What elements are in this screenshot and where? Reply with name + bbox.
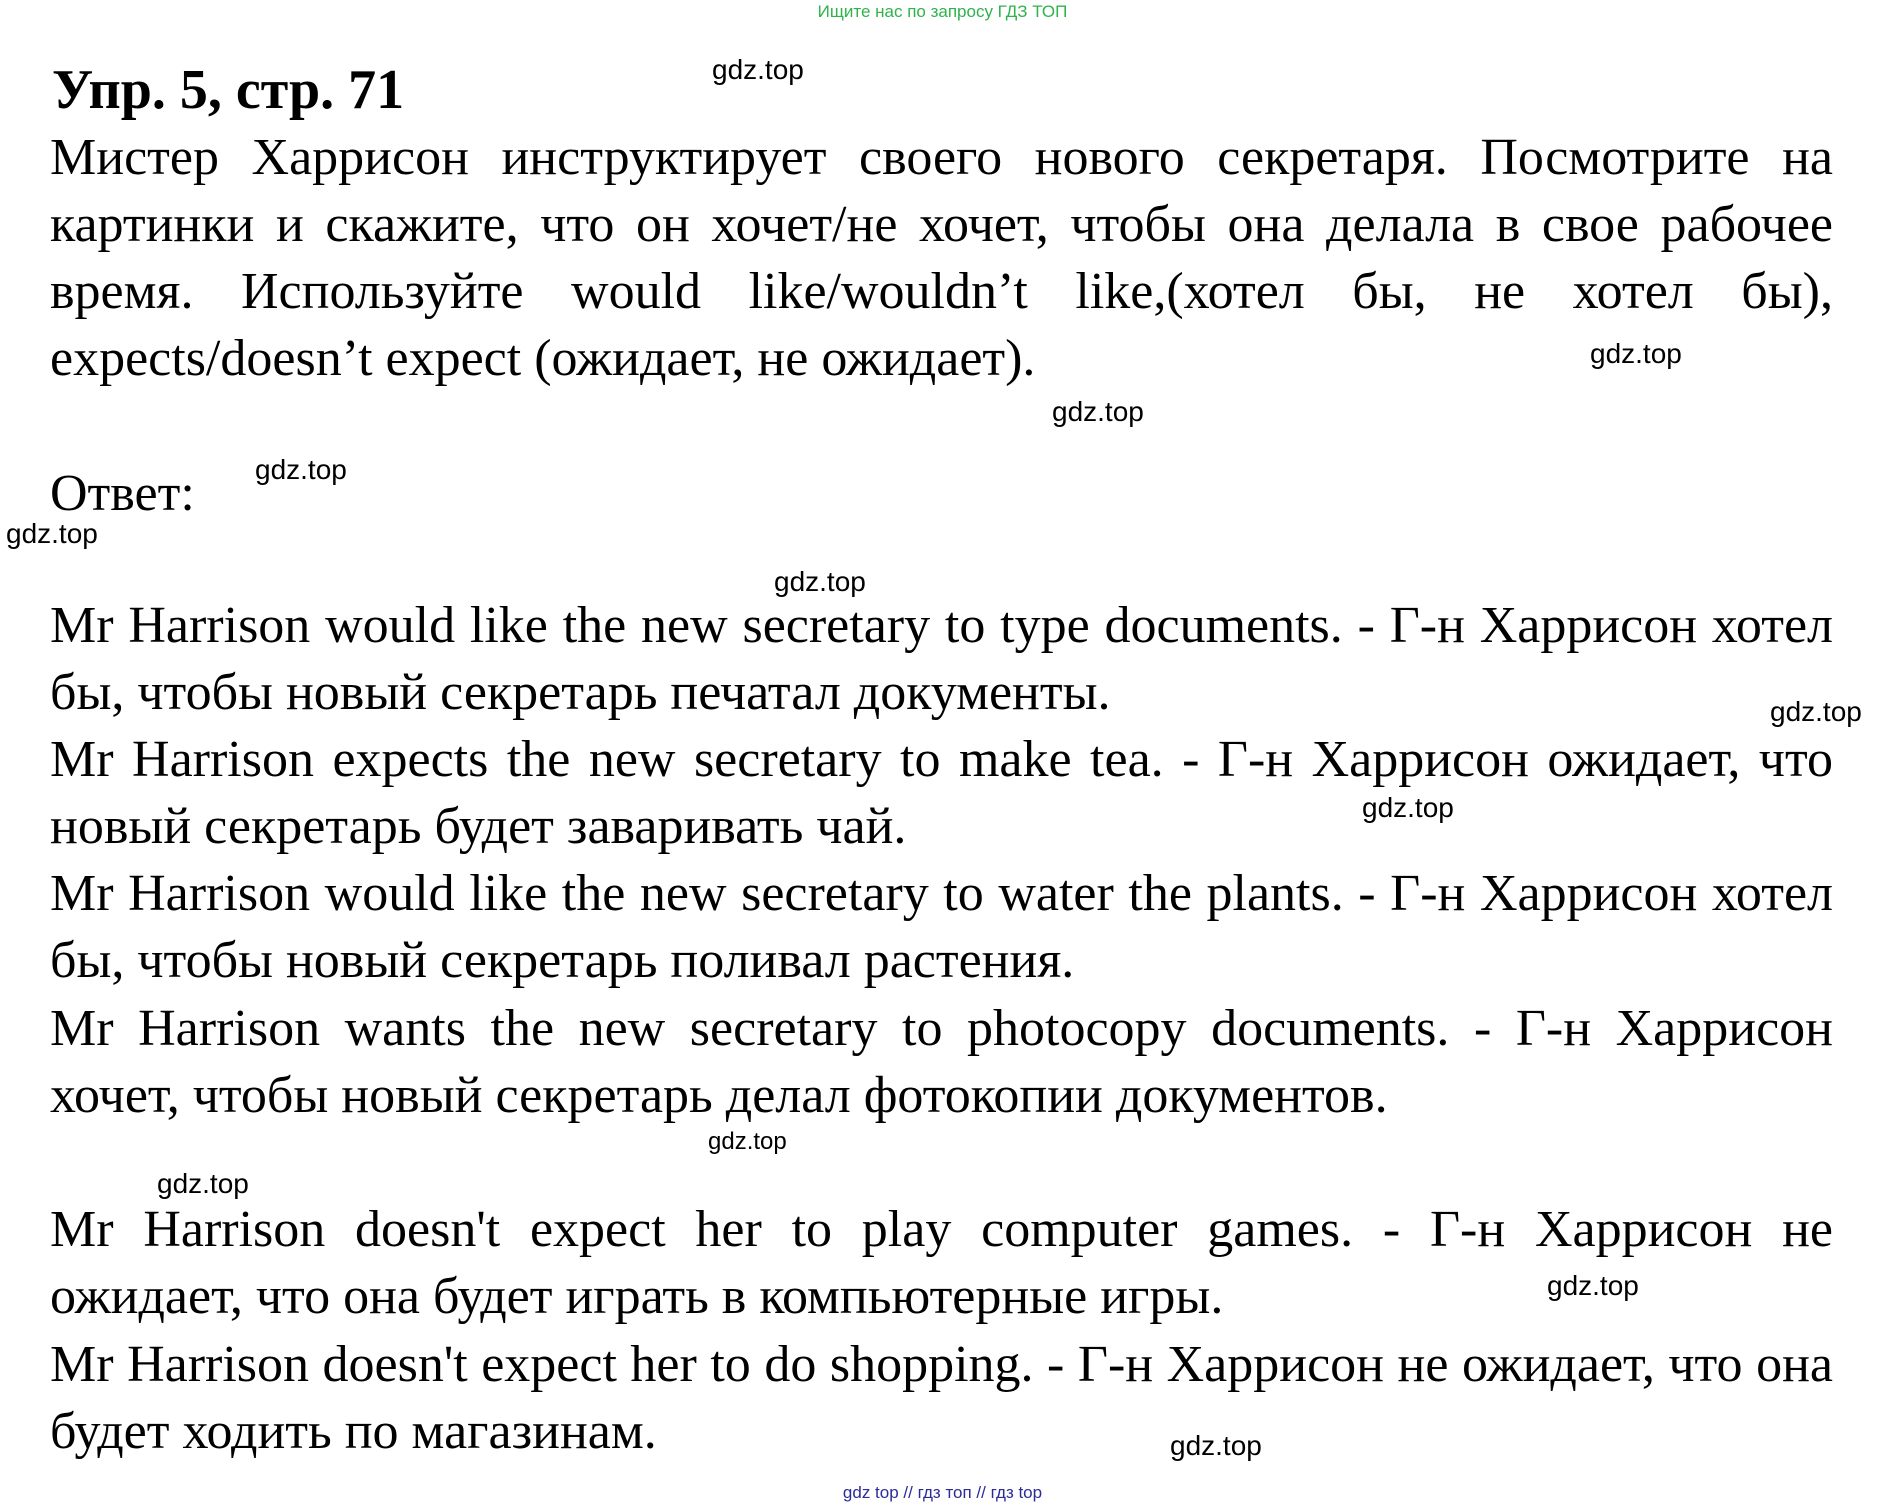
- watermark: gdz.top: [1547, 1270, 1639, 1301]
- watermark: gdz.top: [157, 1168, 249, 1199]
- answer-label: Ответ:: [50, 465, 195, 522]
- answer-paragraph: Mr Harrison expects the new secretary to make tea. - Г-н Харрисон ожидает, что новый секретарь будет заваривать чай.: [50, 731, 1833, 855]
- exercise-heading: Упр. 5, стр. 71: [52, 59, 405, 121]
- watermark: gdz.top: [1362, 792, 1454, 823]
- answer-paragraph: Mr Harrison wants the new secretary to photocopy documents. - Г-н Харрисон хочет, чтобы новый секретарь делал фотокопии документов.: [50, 1000, 1833, 1124]
- watermark: gdz.top: [6, 518, 98, 549]
- answer-paragraph: Mr Harrison would like the new secretary to water the plants. - Г-н Харрисон хотел бы, чтобы новый секретарь поливал растения.: [50, 865, 1833, 989]
- answer-paragraph: Mr Harrison doesn't expect her to play computer games. - Г-н Харрисон не ожидает, что она будет играть в компьютерные игры.: [50, 1201, 1833, 1325]
- watermark: gdz.top: [1590, 338, 1682, 369]
- watermark: gdz.top: [255, 454, 347, 485]
- answer-paragraph: Mr Harrison doesn't expect her to do shopping. - Г-н Харрисон не ожидает, что она будет ходить по магазинам.: [50, 1336, 1833, 1460]
- watermark: gdz.top: [708, 1128, 787, 1155]
- watermark: gdz.top: [1770, 696, 1862, 727]
- watermark: gdz.top: [1170, 1430, 1262, 1461]
- answer-paragraph: Mr Harrison would like the new secretary to type documents. - Г-н Харрисон хотел бы, чтобы новый секретарь печатал документы.: [50, 597, 1833, 721]
- task-text: Мистер Харрисон инструктирует своего нового секретаря. Посмотрите на картинки и скажите, что он хочет/не хочет, чтобы она делала в свое рабочее время. Используйте would like/wouldn’t like,(хотел бы, не хотел бы), expects/doesn’t expect (ожидает, не ожидает).: [50, 129, 1833, 387]
- footer-watermark: gdz top // гдз топ // гдз top: [842, 1483, 1043, 1502]
- watermark: gdz.top: [712, 54, 804, 85]
- watermark: gdz.top: [1052, 396, 1144, 427]
- top-banner: Ищите нас по запросу ГДЗ ТОП: [817, 2, 1068, 21]
- watermark: gdz.top: [774, 566, 866, 597]
